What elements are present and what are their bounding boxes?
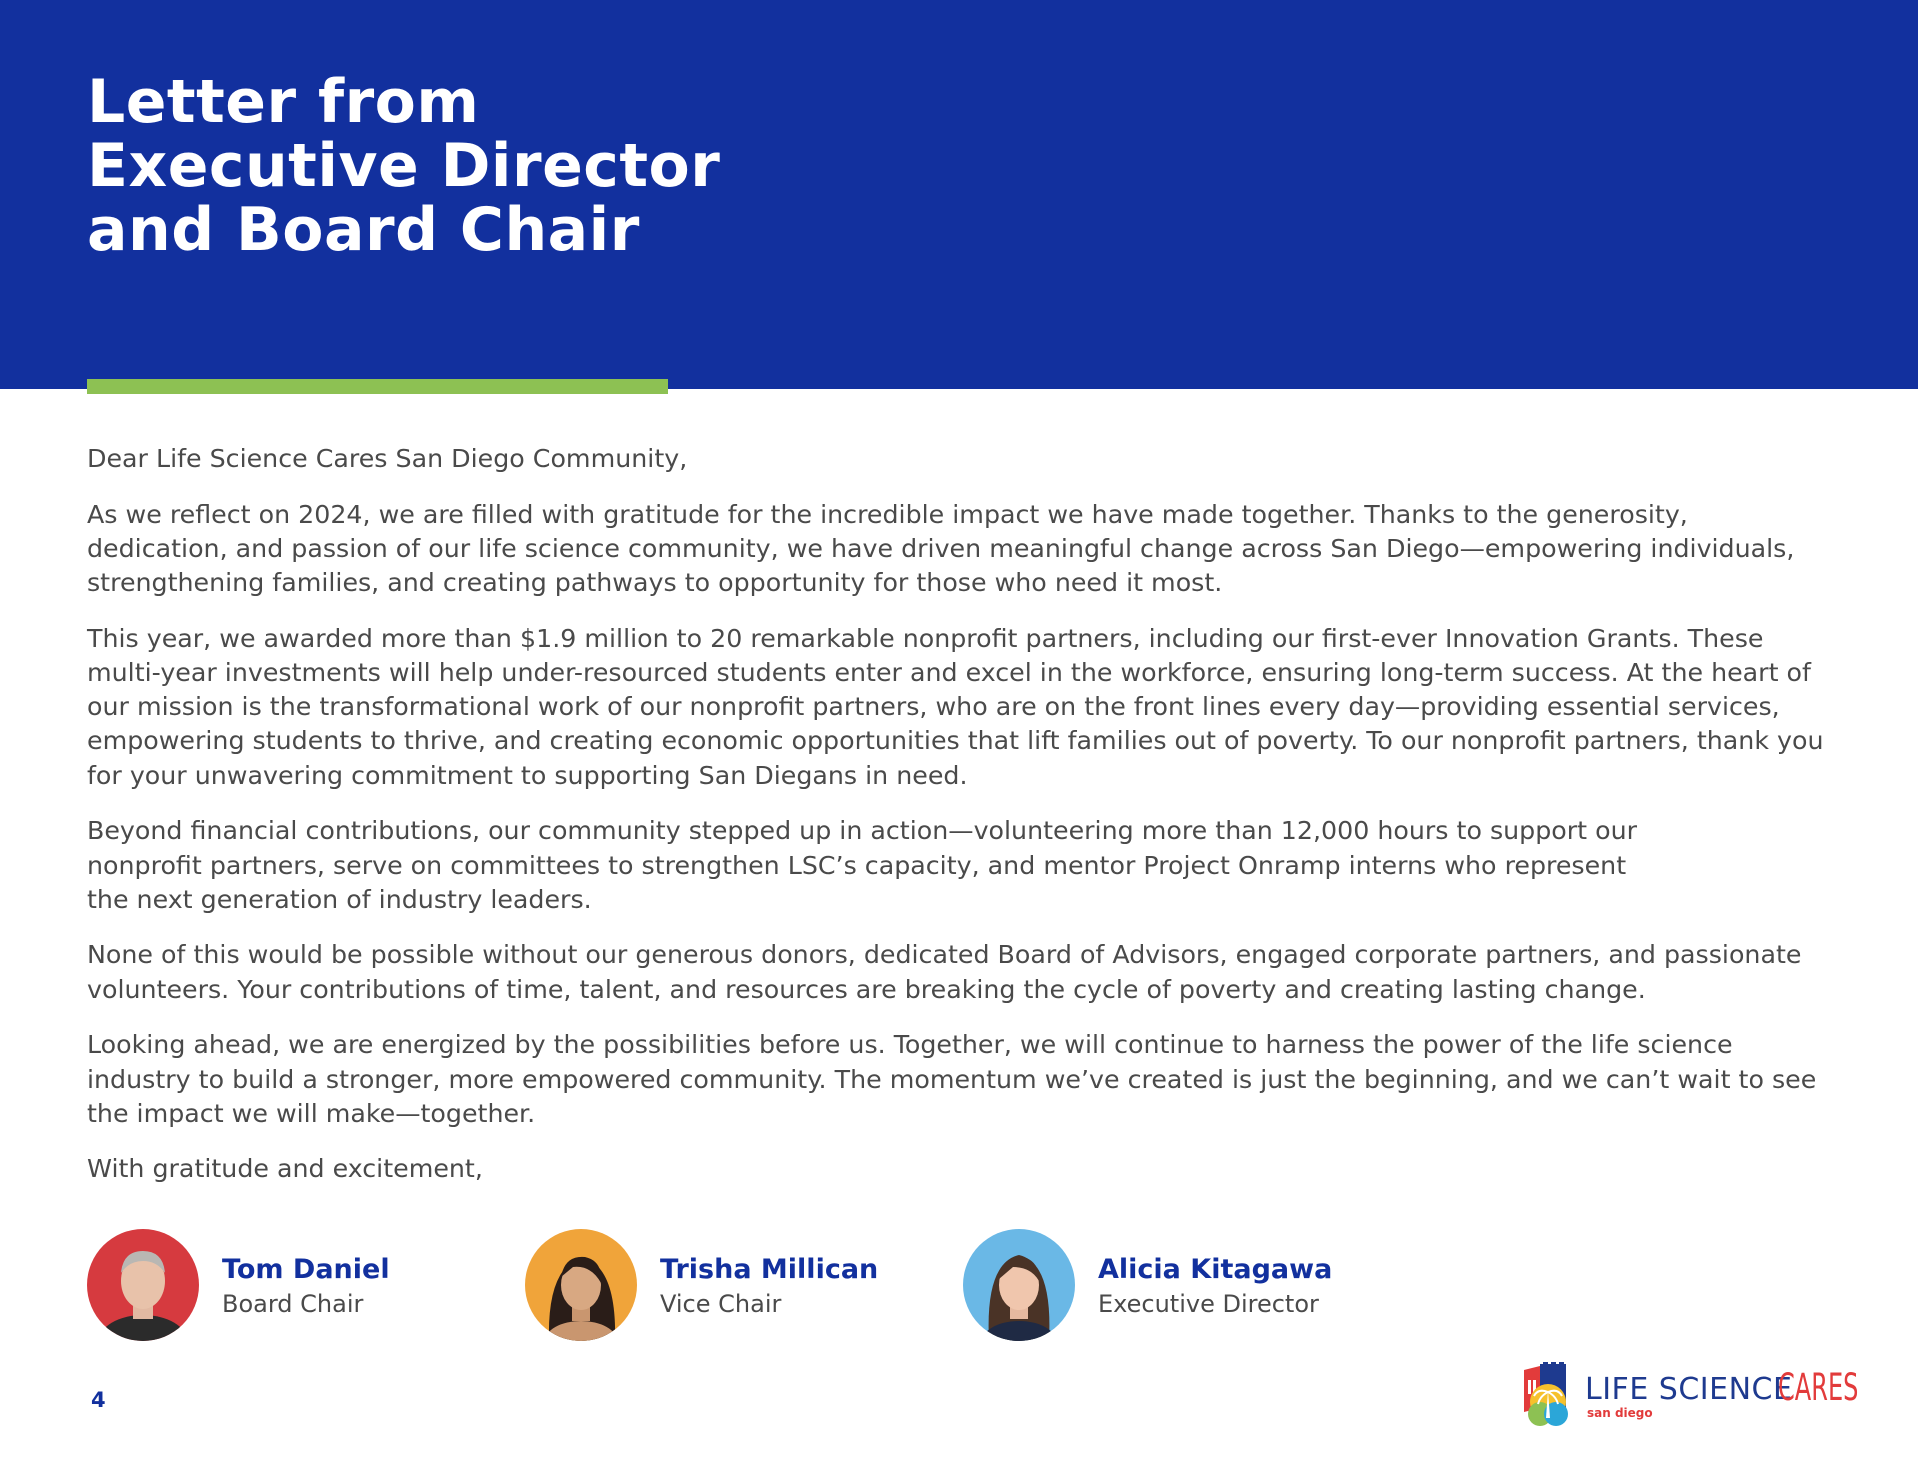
page-title [87, 67, 721, 265]
closing: With gratitude and excitement, [87, 1154, 483, 1184]
signer-role: Executive Director [1098, 1290, 1319, 1318]
title-line-1: Letter from [87, 67, 480, 137]
lsc-logo [1510, 1362, 1859, 1432]
avatar [525, 1229, 637, 1341]
signer-name: Alicia Kitagawa [1098, 1254, 1333, 1285]
paragraph-looking-ahead: Looking ahead, we are energized by the possibilities before us. Together, we will continue to harness the power of the life science industry to build a stronger, more empowered community. The momentum we’ve created is just the beginning, and we can’t wait to see the impact we will make—together. [87, 1030, 1817, 1128]
avatar [963, 1229, 1075, 1341]
logo-wordmark-accent: CARES [1778, 1366, 1859, 1409]
avatar [87, 1229, 199, 1341]
logo-subtitle: san diego [1587, 1406, 1653, 1420]
paragraph-thanks: None of this would be possible without our generous donors, dedicated Board of Advisors, engaged corporate partners, and passionate volunteers. Your contributions of time, talent, and resources are breaking the cycle of poverty and creating lasting change. [87, 940, 1802, 1004]
title-line-2: Executive Director [87, 131, 721, 201]
salutation: Dear Life Science Cares San Diego Community, [87, 444, 688, 473]
logo-wordmark: LIFE SCIENCE [1585, 1372, 1793, 1407]
signer-role: Board Chair [222, 1290, 364, 1318]
paragraph-grants: This year, we awarded more than $1.9 million to 20 remarkable nonprofit partners, including our first-ever Innovation Grants. These multi-year investments will help under-resourced students enter and excel in the workforce, ensuring long-term success. At the heart of our mission is the transformational work of our nonprofit partners, who are on the front lines every day—providing essential services, empowering students to thrive, and creating economic opportunities that lift families out of poverty. To our nonprofit partners, thank you for your unwavering commitment to supporting San Diegans in need. [87, 623, 1824, 790]
page-number: 4 [91, 1388, 106, 1412]
portrait-avatar-icon [963, 1229, 1075, 1341]
signer-role: Vice Chair [660, 1290, 782, 1318]
paragraph-reflection: As we reflect on 2024, we are filled with gratitude for the incredible impact we have made together. Thanks to the generosity, dedication, and passion of our life science community, we have driven meaningful change across San Diego—empowering individuals, strengthening families, and creating pathways to opportunity for those who need it most. [87, 499, 1795, 598]
paragraph-volunteering: Beyond financial contributions, our community stepped up in action—volunteering more than 12,000 hours to support our nonprofit partners, serve on committees to strengthen LSC’s capacity, and mentor Project Onramp interns who represent the next generation of industry leaders. [87, 816, 1638, 914]
signer-name: Trisha Millican [660, 1254, 879, 1285]
signer-name: Tom Daniel [222, 1254, 390, 1285]
title-line-3: and Board Chair [87, 195, 640, 265]
lsc-logo-mark-icon [1510, 1362, 1580, 1432]
portrait-avatar-icon [87, 1229, 199, 1341]
green-accent-bar [87, 379, 668, 394]
portrait-avatar-icon [525, 1229, 637, 1341]
letter-body [87, 442, 1827, 1208]
